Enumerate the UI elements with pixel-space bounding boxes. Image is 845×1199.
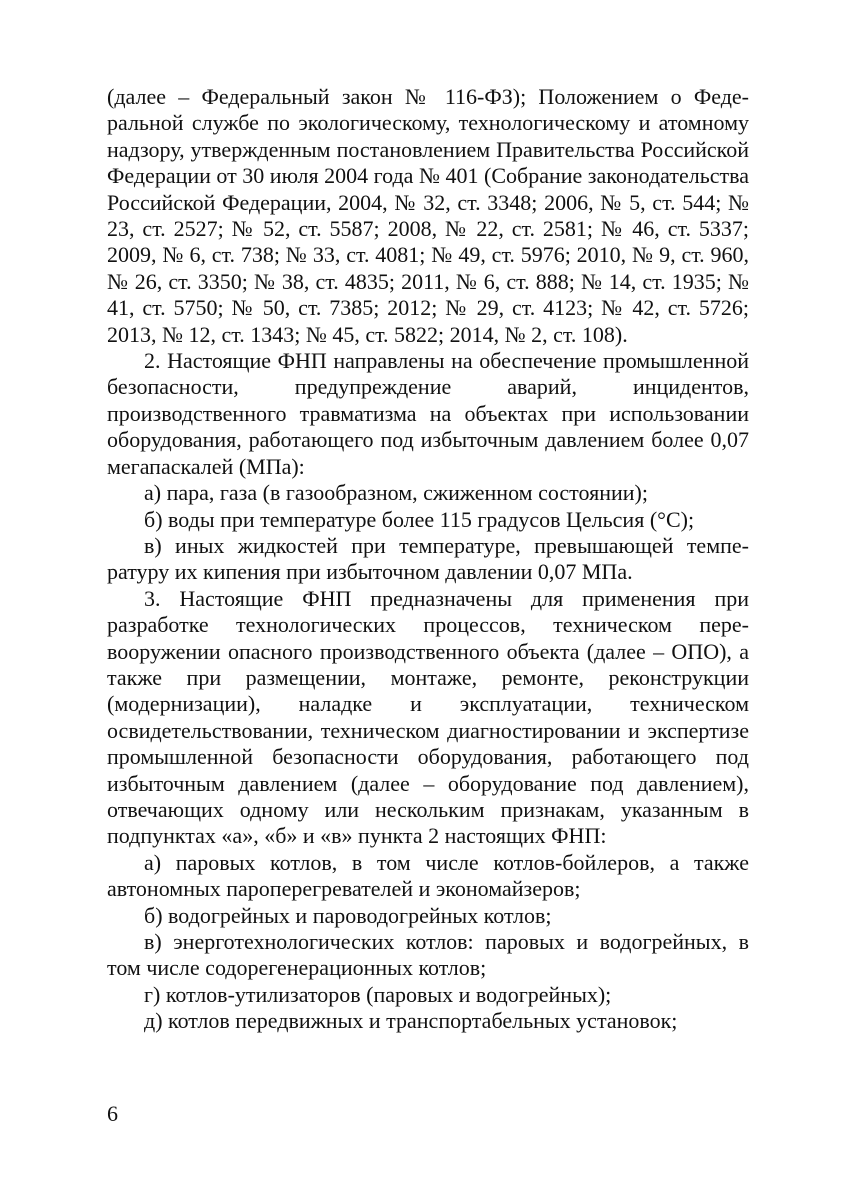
paragraph-continuation: (далее – Федеральный закон № 116-ФЗ); Положением о Федеральной службе по экологическому, технологическому и атомному надзору, утвержденным постановлением Правительства Российской Федерации от 30 июля 2004 года № 401 (Собрание законодательства Российской Федерации, 2004, № 32, ст. 3348; 2006, № 5, ст. 544; № 23, ст. 2527; № 52, ст. 5587; 2008, № 22, ст. 2581; № 46, ст. 5337; 2009, № 6, ст. 738; № 33, ст. 4081; № 49, ст. 5976; 2010, № 9, ст. 960, № 26, ст. 3350; № 38, ст. 4835; 2011, № 6, ст. 888; № 14, ст. 1935; № 41, ст. 5750; № 50, ст. 7385; 2012; № 29, ст. 4123; № 42, ст. 5726; 2013, № 12, ст. 1343; № 45, ст. 5822; 2014, № 2, ст. 108). [107,84,749,347]
paragraph-item-2: 2. Настоящие ФНП направлены на обеспечение промышленной безопасности, предупреждение аварий, инцидентов, производственного травматизма на объектах при использовании оборудования, работающего под избыточным давлением более 0,07 мегапаскалей (МПа): [107,348,749,479]
subitem-3e: д) котлов передвижных и транспортабельных установок; [144,1008,678,1034]
paragraph-item-3: 3. Настоящие ФНП предназначены для применения при разработке технологических процессов, техническом перевооружении опасного производственного объекта (далее – ОПО), а также при размещении, монтаже, ремонте, реконструкции (модернизации), наладке и эксплуатации, техническом освидетельствовании, техническом диагностировании и экспертизе промышленной безопасности оборудования, работающего под избыточным давлением (далее – оборудование под давлением), отвечающих одному или нескольким признакам, указанным в подпунктах «а», «б» и «в» пункта 2 настоящих ФНП: [107,585,749,849]
subitem-2b: б) воды при температуре более 115 градусов Цельсия (°С); [144,506,695,532]
subitem-3d: г) котлов-утилизаторов (паровых и водогрейных); [144,981,612,1007]
page-body [107,84,749,1035]
subitem-3a: а) паровых котлов, в том числе котлов-бойлеров, а также автономных пароперегревателей и экономайзеров; [107,849,749,902]
subitem-3b: б) водогрейных и пароводогрейных котлов; [144,902,552,928]
subitem-3c: в) энерготехнологических котлов: паровых и водогрейных, в том числе содорегенерационных котлов; [107,929,749,981]
page-number: 6 [107,1101,118,1126]
subitem-2c: в) иных жидкостей при температуре, превышающей температуру их кипения при избыточном давлении 0,07 МПа. [107,532,749,585]
subitem-2a: а) пара, газа (в газообразном, сжиженном состоянии); [144,480,648,506]
